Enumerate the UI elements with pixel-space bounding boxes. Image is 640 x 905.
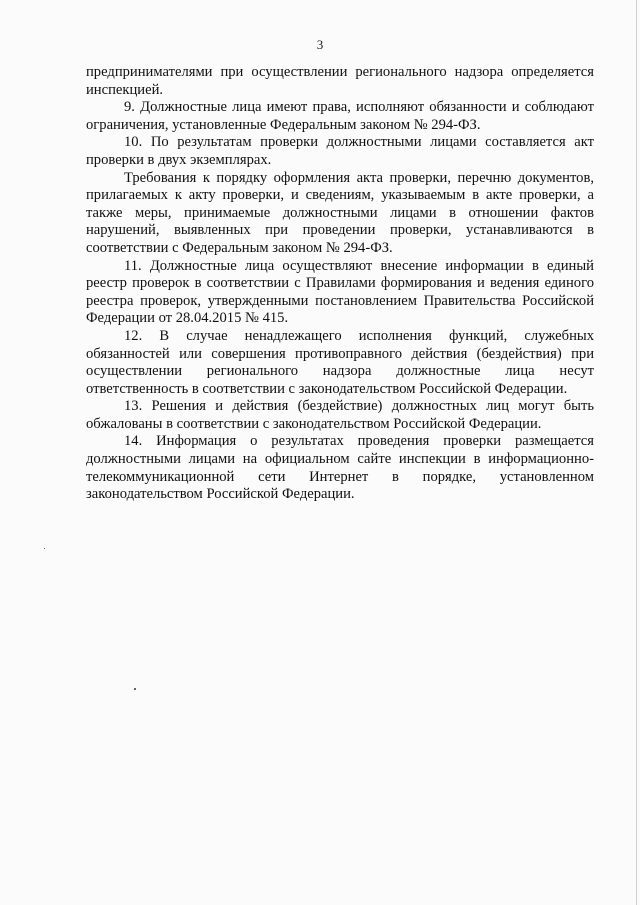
document-body <box>86 64 594 504</box>
paragraph-requirements: Требования к порядку оформления акта проверки, перечню документов, прилагаемых к акту проверки, и сведениям, указываемым в акте проверки, а также меры, принимаемые должностными лицами в отношении фактов нарушений, выявленных при проведении проверки, устанавливаются в соответствии с Федеральным законом № 294-ФЗ. <box>86 169 594 256</box>
scan-speck <box>134 688 136 690</box>
paragraph-continuation: предпринимателями при осуществлении регионального надзора определяется инспекцией. <box>86 64 594 98</box>
paragraph-12: 12. В случае ненадлежащего исполнения функций, служебных обязанностей или совершения противоправного действия (бездействия) при осуществлении регионального надзора должностные лица несут ответственность в соответствии с законодательством Российской Федерации. <box>86 327 594 397</box>
paragraph-10: 10. По результатам проверки должностными лицами составляется акт проверки в двух экземплярах. <box>86 134 594 168</box>
scan-speck <box>44 548 45 549</box>
paragraph-11: 11. Должностные лица осуществляют внесение информации в единый реестр проверок в соответствии с Правилами формирования и ведения единого реестра проверок, утвержденными постановлением Правительства Российской Федерации от 28.04.2015 № 415. <box>86 257 594 327</box>
paragraph-13: 13. Решения и действия (бездействие) должностных лиц могут быть обжалованы в соответствии с законодательством Российской Федерации. <box>86 398 594 432</box>
paragraph-9: 9. Должностные лица имеют права, исполняют обязанности и соблюдают ограничения, установленные Федеральным законом № 294-ФЗ. <box>86 99 594 133</box>
page-number: 3 <box>316 37 324 52</box>
paragraph-14: 14. Информация о результатах проведения проверки размещается должностными лицами на официальном сайте инспекции в информационно-телекоммуникационной сети Интернет в порядке, установленном законодательством Российской Федерации. <box>86 433 594 503</box>
scan-edge <box>636 0 637 905</box>
